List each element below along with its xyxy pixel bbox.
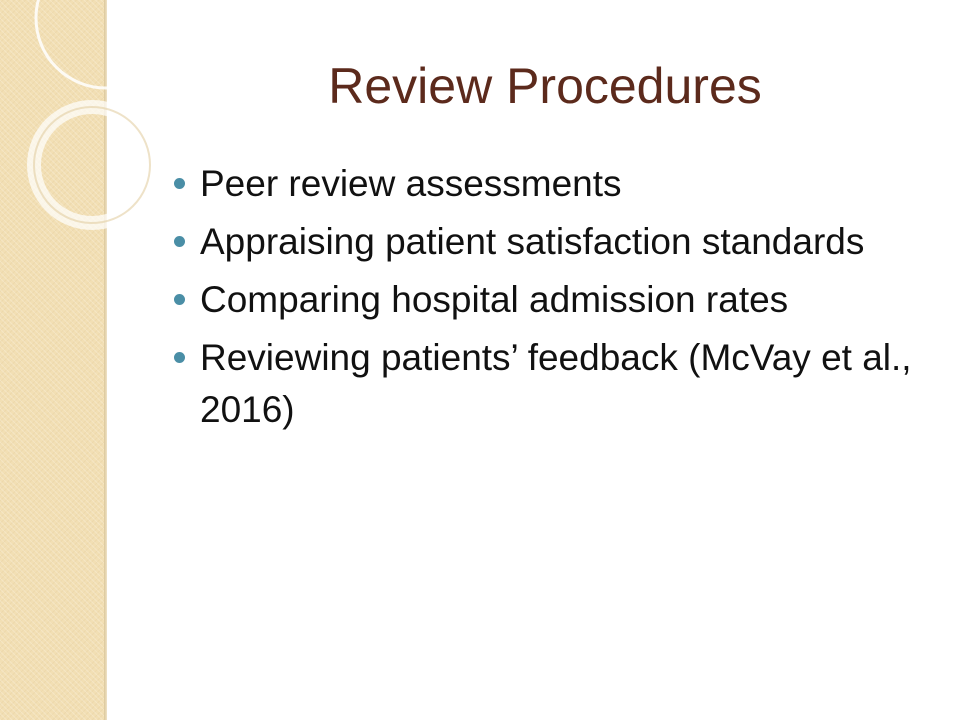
bullet-text: Comparing hospital admission rates bbox=[200, 279, 789, 320]
decorative-circles bbox=[0, 0, 170, 260]
bullet-dot-icon bbox=[174, 352, 185, 363]
bullet-list bbox=[170, 158, 930, 442]
bullet-text: Reviewing patients’ feedback (McVay et al., 2016) bbox=[200, 337, 912, 430]
slide-title: Review Procedures bbox=[328, 58, 762, 114]
bullet-dot-icon bbox=[174, 178, 185, 189]
bullet-item bbox=[170, 216, 930, 268]
bullet-dot-icon bbox=[174, 236, 185, 247]
bullet-item bbox=[170, 274, 930, 326]
bullet-item bbox=[170, 158, 930, 210]
bullet-text: Peer review assessments bbox=[200, 163, 622, 204]
bullet-item bbox=[170, 332, 930, 436]
deco-ring-outline bbox=[34, 107, 150, 223]
bullet-dot-icon bbox=[174, 294, 185, 305]
bullet-text: Appraising patient satisfaction standards bbox=[200, 221, 865, 262]
